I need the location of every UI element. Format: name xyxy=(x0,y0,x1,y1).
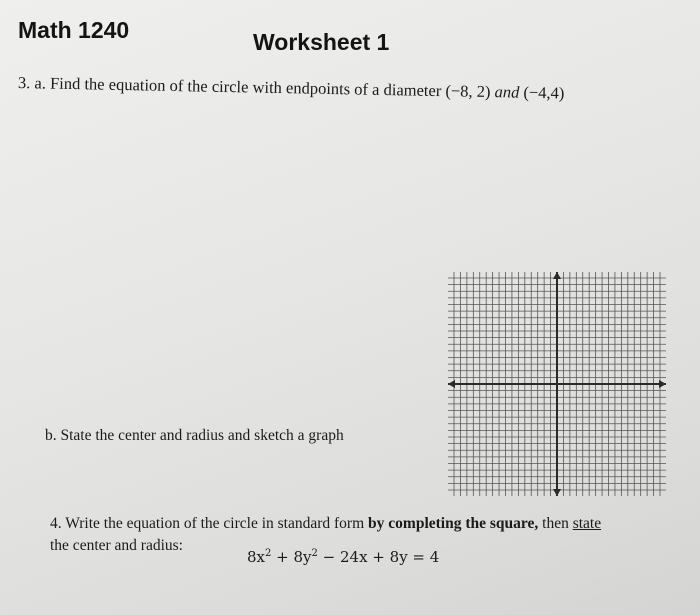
y-axis-arrow-up xyxy=(553,272,561,279)
x-axis-arrow-left xyxy=(448,380,455,388)
y-axis-arrow-down xyxy=(553,489,561,496)
question-4-line-2: the center and radius: xyxy=(50,537,183,554)
point-1: (−8, 2) xyxy=(445,81,491,102)
equation-exponent-2: 2 xyxy=(311,548,318,559)
point-2: (−4,4) xyxy=(523,82,565,103)
equation-term-1: 8x xyxy=(247,548,266,566)
question-3a xyxy=(18,73,565,103)
question-4-state: state xyxy=(572,515,602,532)
equation-term-3: − 24x + 8y = 4 xyxy=(317,548,440,566)
equation-exponent-1: 2 xyxy=(265,548,272,559)
question-4-then: then xyxy=(538,515,573,532)
equation xyxy=(247,548,439,566)
and-word: and xyxy=(494,82,520,102)
graph-grid xyxy=(448,272,666,496)
course-title: Math 1240 xyxy=(18,17,130,43)
worksheet-title: Worksheet 1 xyxy=(253,29,390,55)
equation-term-2: + 8y xyxy=(271,548,312,566)
question-4-text: 4. Write the equation of the circle in standard form xyxy=(50,515,369,532)
question-4-bold-phrase: by completing the square, xyxy=(368,515,539,532)
x-axis-arrow-right xyxy=(659,380,666,388)
question-4-line-1 xyxy=(50,515,601,533)
question-3b: b. State the center and radius and sketch a graph xyxy=(45,427,344,444)
question-3a-text: 3. a. Find the equation of the circle with endpoints of a diameter xyxy=(17,73,446,101)
